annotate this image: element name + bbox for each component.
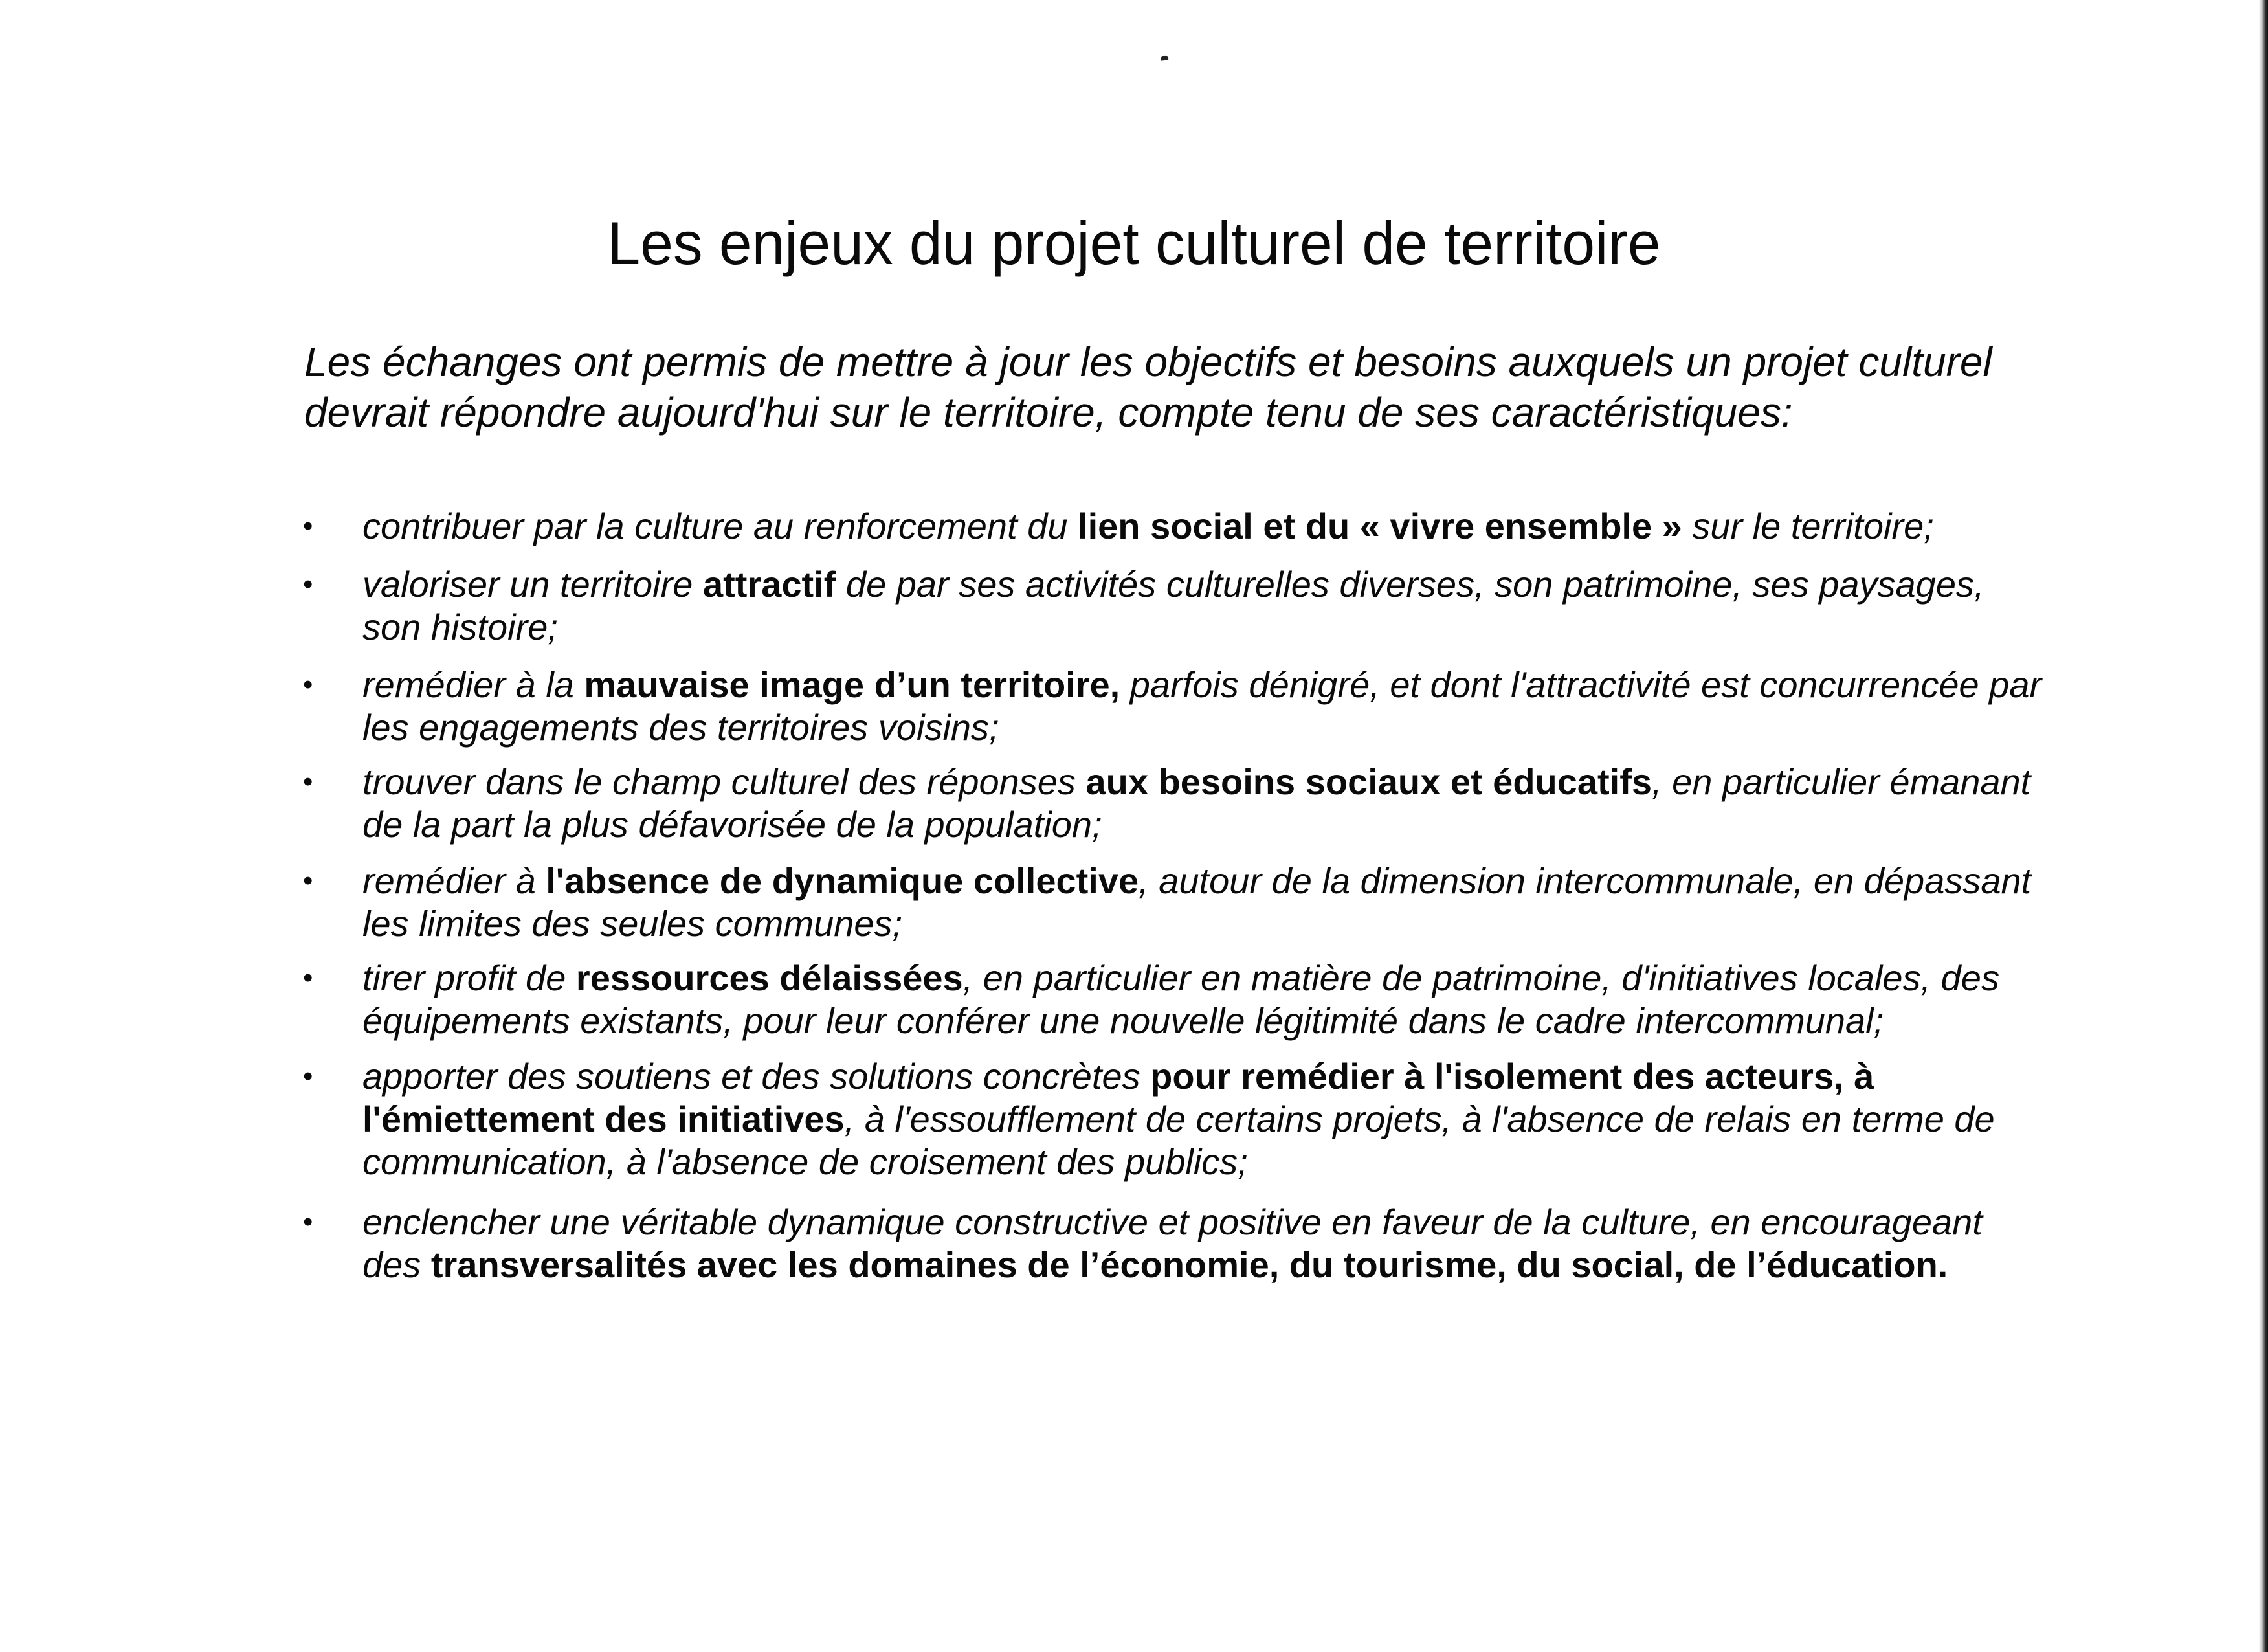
emphasis-text: pour remédier à l'isolement des acteurs, à l'émiettement des initiatives (362, 1056, 1874, 1139)
scan-page-edge (2259, 0, 2268, 1652)
bullet-icon: • (303, 766, 313, 798)
item-text: trouver dans le champ culturel des réponses (362, 761, 1086, 802)
bullet-icon: • (303, 962, 313, 994)
bullet-icon: • (303, 1060, 313, 1092)
emphasis-text: aux besoins sociaux et éducatifs (1085, 761, 1652, 802)
intro-paragraph: Les échanges ont permis de mettre à jour les objectifs et besoins auxquels un projet culturel devrait répondre aujourd'hui sur le territoire, compte tenu de ses caractéristiques: (304, 339, 1992, 436)
list-item (298, 1201, 2045, 1286)
emphasis-text: ressources délaissées (575, 957, 963, 998)
emphasis-text: transversalités avec les domaines de l’économie, du tourisme, du social, de l’éducation. (430, 1244, 1948, 1285)
item-text: enclencher une véritable dynamique constructive et positive en faveur de la culture, en encourageant des (362, 1201, 1983, 1285)
list-item (298, 860, 2045, 945)
list-item (298, 957, 2045, 1042)
item-text: , en particulier en matière de patrimoine, d'initiatives locales, des équipements existants, pour leur conférer une nouvelle légitimité dans le cadre intercommunal; (362, 957, 1999, 1041)
bullet-icon: • (303, 669, 313, 700)
item-text: apporter des soutiens et des solutions concrètes (362, 1056, 1151, 1097)
item-text: sur le territoire; (1682, 506, 1934, 546)
emphasis-text: mauvaise image d’un territoire, (584, 664, 1120, 705)
item-text: parfois dénigré, et dont l'attractivité est concurrencée par les engagements des territoires voisins; (362, 664, 2042, 748)
item-text: , en particulier émanant de la part la plus défavorisée de la population; (362, 761, 2031, 845)
item-text: , autour de la dimension intercommunale, en dépassant les limites des seules communes; (362, 860, 2032, 944)
list-item (298, 563, 2045, 649)
bullet-icon: • (303, 865, 313, 897)
bullet-icon: • (303, 568, 313, 600)
item-text: contribuer par la culture au renforcement du (362, 506, 1078, 546)
emphasis-text: lien social et du « vivre ensemble » (1078, 506, 1682, 546)
emphasis-text: l'absence de dynamique collective (546, 860, 1139, 901)
item-text: remédier à la (362, 664, 584, 705)
item-text: , à l'essoufflement de certains projets, à l'absence de relais en terme de communication, à l'absence de croisement des publics; (362, 1099, 1995, 1182)
list-item (298, 1055, 2045, 1183)
bullet-icon: • (303, 1206, 313, 1238)
list-item (298, 505, 1934, 548)
emphasis-text: attractif (702, 564, 836, 605)
scan-artifact-mark (1161, 55, 1169, 61)
item-text: de par ses activités culturelles diverses, son patrimoine, ses paysages, son histoire; (362, 564, 1984, 647)
item-text: remédier à (362, 860, 546, 901)
bullet-icon: • (303, 510, 313, 542)
item-text: tirer profit de (362, 957, 576, 998)
item-text: valoriser un territoire (362, 564, 703, 605)
list-item (298, 664, 2045, 749)
page-title: Les enjeux du projet culturel de territoire (607, 209, 1661, 277)
list-item (298, 761, 2045, 846)
